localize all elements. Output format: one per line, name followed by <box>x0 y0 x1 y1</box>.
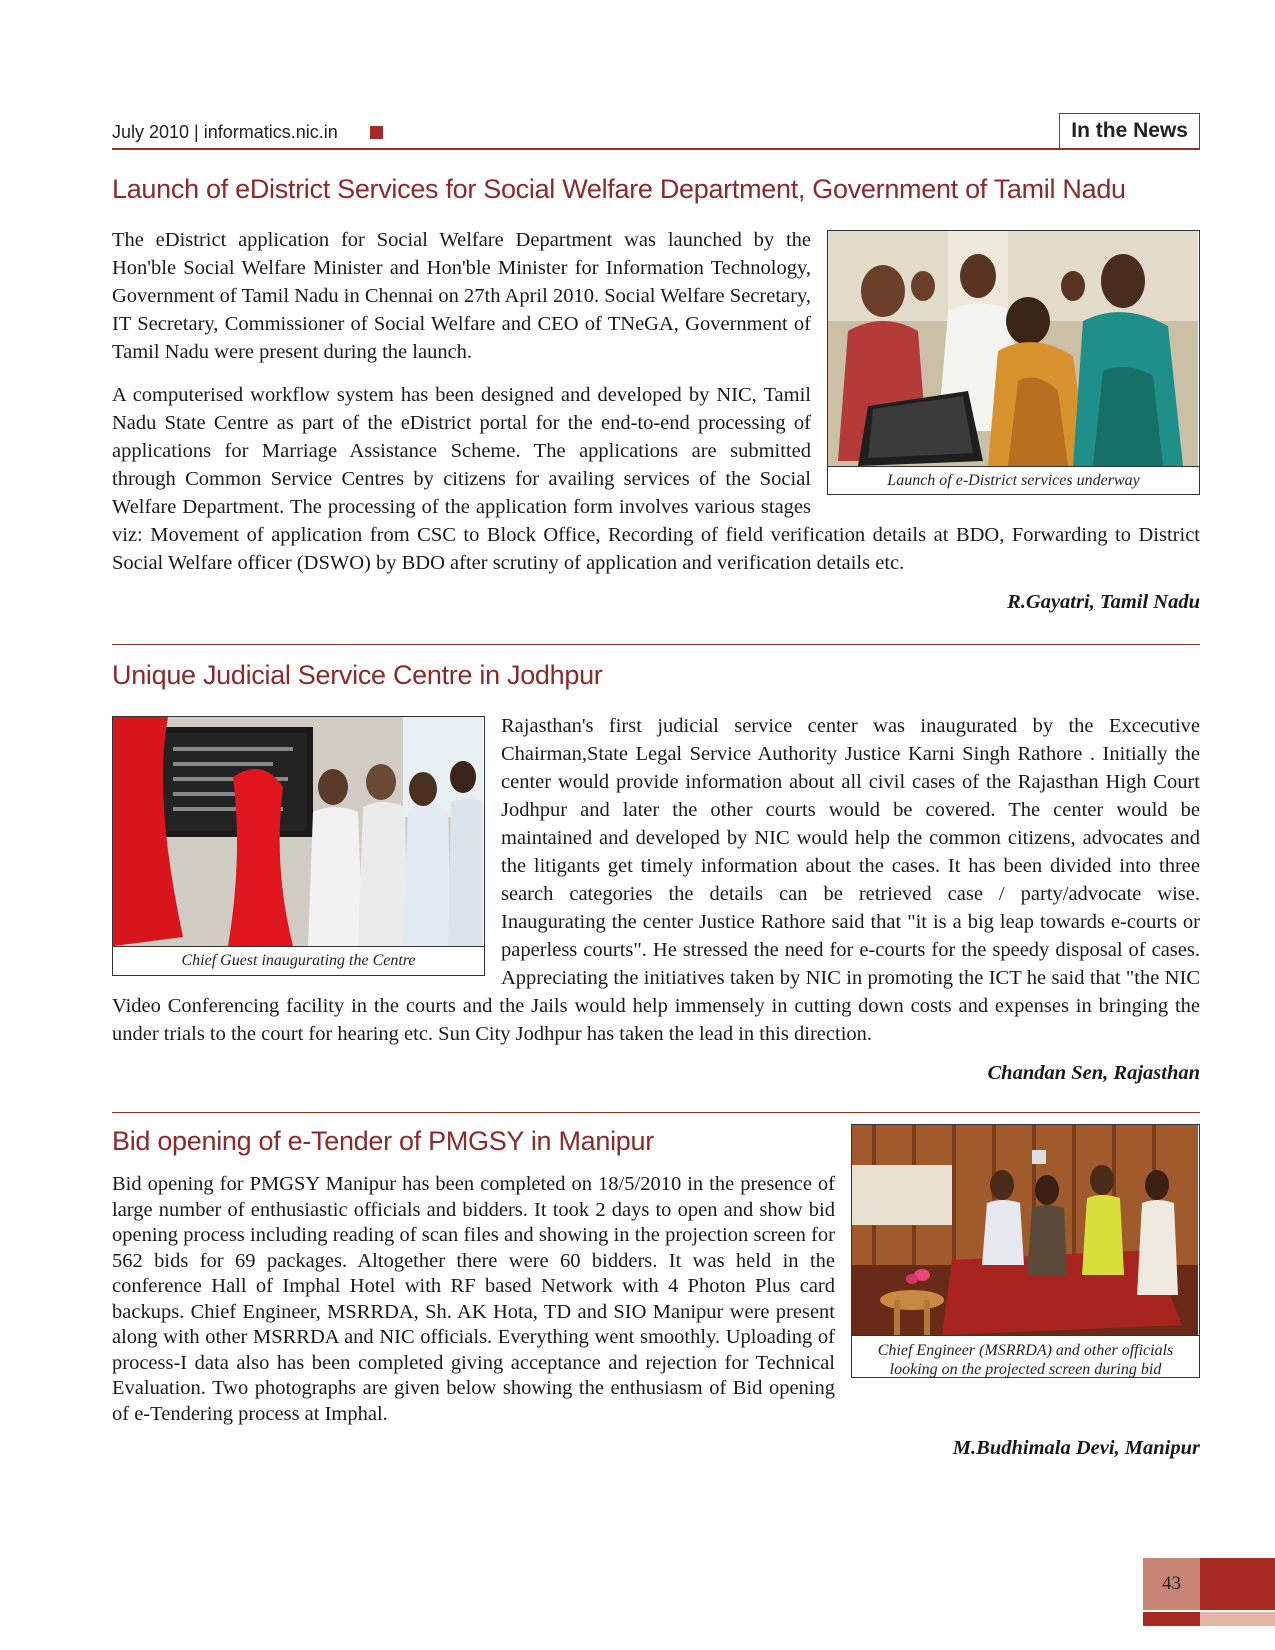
article-divider <box>112 644 1200 645</box>
article-paragraph: Rajasthan's first judicial service center was inaugurated by the Excecutive Chairman,State Legal Service Authority Justice Karni Singh Rathore . Initially the center would provide information about all civil cases of the Rajasthan High Court Jodhpur and later the other courts would be covered. The center would be maintained and developed by NIC would help the common citizens, advocates and the litigants get timely information about the cases. It has been divided into three search categories the details can be retrieved case / party/advocate wise. Inaugurating the center Justice Rathore said that "it is a big leap towards e-courts or paperless courts". He stressed the need for e-courts for the speedy disposal of cases. Appreciating the initiatives taken by NIC in promoting the ICT he said that "the NIC Video Conferencing facility in the courts and the Jails would help immensely in cutting down costs and expenses in bringing the under trials to the court for hearing etc. Sun City Jodhpur has taken the lead in this direction. <box>112 715 1200 1045</box>
article-photo <box>827 230 1200 495</box>
article-paragraph: A computerised workflow system has been designed and developed by NIC, Tamil Nadu State Centre as part of the eDistrict portal for the end-to-end processing of applications for Marriage Assistance Scheme. The applications are submitted through Common Service Centres by citizens for availing services of the Social Welfare Department. The processing of the application form involves various stages viz: Movement of application from CSC to Block Office, Recording of field verification details at BDO, Forwarding to District Social Welfare officer (DSWO) by BDO after scrutiny of application and verification details etc. <box>112 384 1200 574</box>
article-photo <box>112 716 485 976</box>
photo-inauguration-image <box>113 717 483 946</box>
section-tag: In the News <box>1059 113 1200 148</box>
photo-caption: Chief Engineer (MSRRDA) and other officials looking on the projected screen during bid <box>852 1335 1199 1377</box>
article-etender <box>112 1122 1200 1460</box>
article-body <box>112 712 1200 1048</box>
header-square-icon <box>370 126 383 139</box>
photo-caption: Launch of e-District services underway <box>828 466 1199 494</box>
page-header <box>112 110 1200 150</box>
article-title: Unique Judicial Service Centre in Jodhpur <box>112 660 603 690</box>
article-paragraph: The eDistrict application for Social Welfare Department was launched by the Hon'ble Social Welfare Minister and Hon'ble Minister for Information Technology, Government of Tamil Nadu in Chennai on 27th April 2010. Social Welfare Secretary, IT Secretary, Commissioner of Social Welfare and CEO of TNeGA, Government of Tamil Nadu were present during the launch. <box>112 229 811 363</box>
photo-inauguration <box>113 717 484 946</box>
photo-launch-image <box>828 231 1198 466</box>
article-title: Launch of eDistrict Services for Social Welfare Department, Government of Tamil Nadu <box>112 174 1126 204</box>
page-corner-strip <box>1200 1612 1275 1626</box>
photo-bid-opening-image <box>852 1125 1198 1335</box>
article-photo <box>851 1124 1200 1378</box>
article-byline: M.Budhimala Devi, Manipur <box>952 1437 1200 1459</box>
issue-date-site: July 2010 | informatics.nic.in <box>112 122 338 142</box>
article-edistrict <box>112 172 1200 614</box>
photo-launch <box>828 231 1199 466</box>
issue-info <box>112 122 383 143</box>
page-corner-strip <box>1143 1612 1200 1626</box>
photo-bid-opening <box>852 1125 1199 1335</box>
article-divider <box>112 1112 1200 1113</box>
page-corner-block <box>1200 1558 1275 1610</box>
article-byline: Chandan Sen, Rajasthan <box>987 1062 1200 1084</box>
page-number: 43 <box>1143 1558 1200 1610</box>
article-byline: R.Gayatri, Tamil Nadu <box>1007 591 1200 613</box>
article-title: Bid opening of e-Tender of PMGSY in Manipur <box>112 1126 654 1156</box>
article-paragraph: Bid opening for PMGSY Manipur has been completed on 18/5/2010 in the presence of large number of enthusiastic officials and bidders. It took 2 days to open and show bid opening process including reading of scan files and showing in the projection screen for 562 bids for 69 packages. Altogether there were 60 bidders. It was held in the conference Hall of Imphal Hotel with RF based Network with 4 Photon Plus card backups. Chief Engineer, MSRRDA, Sh. AK Hota, TD and SIO Manipur were present along with other MSRRDA and NIC officials. Everything went smoothly. Uploading of process-I data also has been completed giving acceptance and rejection for Technical Evaluation. Two photographs are given below showing the enthusiasm of Bid opening of e-Tendering process at Imphal. <box>112 1173 835 1425</box>
article-body <box>112 226 1200 577</box>
photo-caption: Chief Guest inaugurating the Centre <box>113 946 484 975</box>
article-judicial <box>112 658 1200 1085</box>
